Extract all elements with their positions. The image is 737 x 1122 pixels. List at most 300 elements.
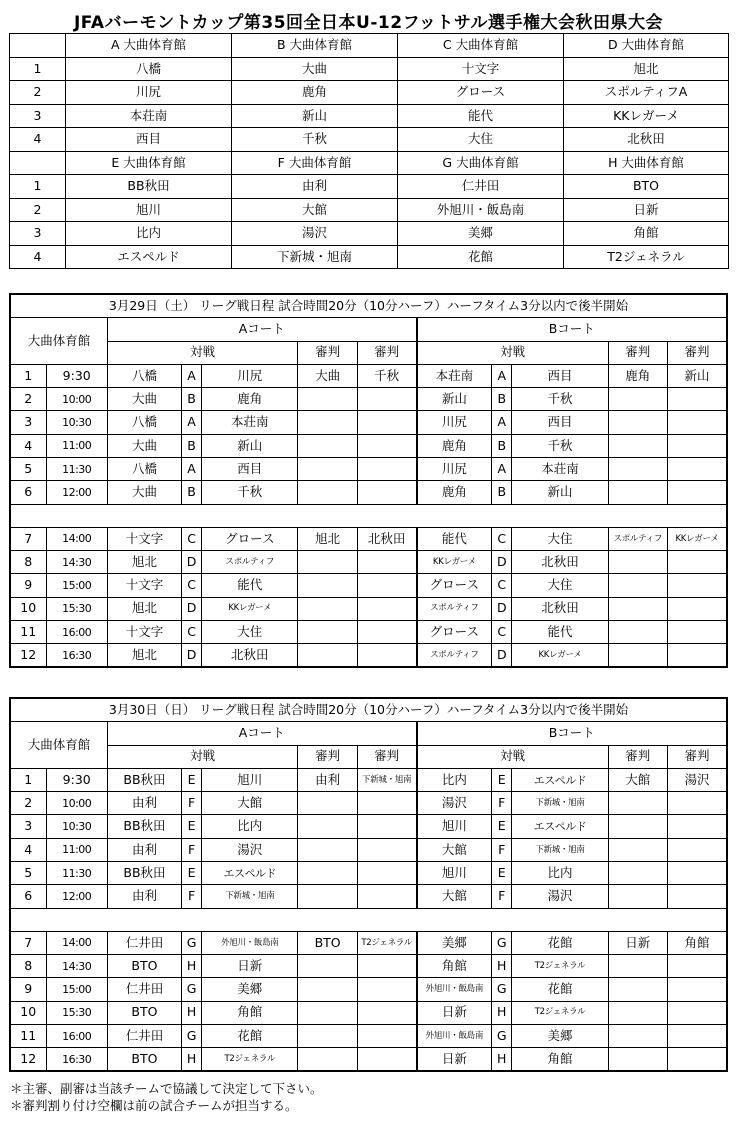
a-referee2-header: 審判 <box>357 341 416 364</box>
group-team-cell: グロース <box>398 81 564 105</box>
a-referee1-header: 審判 <box>298 745 357 768</box>
match-number: 1 <box>10 768 46 791</box>
a-group: A <box>182 458 202 481</box>
a-group: D <box>182 644 202 668</box>
b-referee-1 <box>608 644 667 668</box>
b-referee-1 <box>608 388 667 411</box>
a-referee-2 <box>357 815 416 838</box>
group-slot-number: 1 <box>10 57 66 81</box>
b-home-team: 本荘南 <box>417 364 492 387</box>
b-away-team: 大住 <box>512 527 608 550</box>
group-team-cell: 能代 <box>398 104 564 128</box>
a-home-team: 大曲 <box>107 434 181 457</box>
group-header-cell: D 大曲体育館 <box>564 34 729 58</box>
b-group: G <box>492 1024 512 1047</box>
group-slot-number: 4 <box>10 245 66 269</box>
b-home-team: 日新 <box>417 1001 492 1024</box>
b-away-team: 湯沢 <box>512 885 608 908</box>
a-referee-1 <box>298 411 357 434</box>
a-away-team: 北秋田 <box>202 644 298 668</box>
b-group: C <box>492 527 512 550</box>
b-group: G <box>492 931 512 954</box>
b-match-header: 対戦 <box>417 341 609 364</box>
b-referee-1 <box>608 885 667 908</box>
a-group: E <box>182 768 202 791</box>
match-row <box>10 388 727 411</box>
match-number: 12 <box>10 1048 46 1072</box>
b-referee-2 <box>667 388 727 411</box>
a-referee-2 <box>357 434 416 457</box>
kickoff-time: 10:00 <box>46 792 107 815</box>
b-referee-1 <box>608 620 667 643</box>
b-away-team: 花館 <box>512 978 608 1001</box>
group-header-cell: H 大曲体育館 <box>564 151 729 175</box>
a-referee-1 <box>298 885 357 908</box>
match-number: 7 <box>10 527 46 550</box>
group-row <box>10 222 729 246</box>
b-group: H <box>492 954 512 977</box>
a-away-team: 比内 <box>202 815 298 838</box>
b-referee-1 <box>608 1048 667 1072</box>
a-referee-2 <box>357 644 416 668</box>
group-team-cell: 由利 <box>232 175 398 199</box>
group-team-cell: 大館 <box>232 198 398 222</box>
b-home-team: 旭川 <box>417 862 492 885</box>
group-corner-cell <box>10 34 66 58</box>
kickoff-time: 14:30 <box>46 550 107 573</box>
a-group: G <box>182 978 202 1001</box>
group-slot-number: 2 <box>10 198 66 222</box>
a-home-team: 旭北 <box>107 644 181 668</box>
b-home-team: グロース <box>417 574 492 597</box>
b-home-team: スポルティフ <box>417 644 492 668</box>
a-group: H <box>182 1001 202 1024</box>
group-slot-number: 3 <box>10 104 66 128</box>
group-team-cell: 旭川 <box>66 198 232 222</box>
b-referee-1 <box>608 838 667 861</box>
kickoff-time: 11:30 <box>46 862 107 885</box>
match-number: 3 <box>10 411 46 434</box>
b-away-team: エスペルド <box>512 815 608 838</box>
a-away-team: 下新城・旭南 <box>202 885 298 908</box>
b-home-team: 能代 <box>417 527 492 550</box>
match-number: 5 <box>10 458 46 481</box>
b-away-team: 美郷 <box>512 1024 608 1047</box>
a-referee-1 <box>298 597 357 620</box>
a-away-team: T2ジェネラル <box>202 1048 298 1072</box>
group-row <box>10 198 729 222</box>
b-away-team: 北秋田 <box>512 550 608 573</box>
match-number: 8 <box>10 954 46 977</box>
b-group: B <box>492 481 512 504</box>
b-away-team: KKレガーメ <box>512 644 608 668</box>
b-referee-1 <box>608 597 667 620</box>
kickoff-time: 15:00 <box>46 574 107 597</box>
court-header-row <box>10 318 727 341</box>
a-group: E <box>182 815 202 838</box>
a-home-team: 大曲 <box>107 481 181 504</box>
a-away-team: 本荘南 <box>202 411 298 434</box>
b-away-team: 角館 <box>512 1048 608 1072</box>
group-team-cell: 新山 <box>232 104 398 128</box>
a-referee-1 <box>298 434 357 457</box>
a-referee-2: T2ジェネラル <box>357 931 416 954</box>
match-row <box>10 597 727 620</box>
a-home-team: BTO <box>107 954 181 977</box>
match-row <box>10 1024 727 1047</box>
b-away-team: 北秋田 <box>512 597 608 620</box>
a-home-team: 十文字 <box>107 527 181 550</box>
kickoff-time: 14:00 <box>46 931 107 954</box>
match-row <box>10 1001 727 1024</box>
b-group: A <box>492 458 512 481</box>
b-referee-1 <box>608 481 667 504</box>
b-away-team: 千秋 <box>512 434 608 457</box>
a-group: C <box>182 620 202 643</box>
group-team-cell: 十文字 <box>398 57 564 81</box>
b-referee-2 <box>667 862 727 885</box>
match-number: 5 <box>10 862 46 885</box>
b-home-team: 日新 <box>417 1048 492 1072</box>
kickoff-time: 9:30 <box>46 364 107 387</box>
b-referee2-header: 審判 <box>667 745 727 768</box>
a-away-team: 花館 <box>202 1024 298 1047</box>
match-number: 12 <box>10 644 46 668</box>
a-referee-2 <box>357 862 416 885</box>
a-referee-1 <box>298 620 357 643</box>
group-row <box>10 104 729 128</box>
kickoff-time: 12:00 <box>46 885 107 908</box>
group-team-cell: 鹿角 <box>232 81 398 105</box>
match-number: 10 <box>10 597 46 620</box>
b-referee-1 <box>608 550 667 573</box>
b-court-header: Bコート <box>417 722 727 745</box>
notes <box>10 1080 323 1114</box>
group-header-cell: A 大曲体育館 <box>66 34 232 58</box>
group-team-cell: 旭北 <box>564 57 729 81</box>
a-referee-2 <box>357 550 416 573</box>
group-header-cell: B 大曲体育館 <box>232 34 398 58</box>
a-group: A <box>182 411 202 434</box>
b-away-team: エスペルド <box>512 768 608 791</box>
match-number: 11 <box>10 620 46 643</box>
match-row <box>10 434 727 457</box>
page-title: JFAバーモントカップ第35回全日本U-12フットサル選手権大会秋田県大会 <box>73 13 664 33</box>
a-referee-2 <box>357 978 416 1001</box>
a-referee2-header: 審判 <box>357 745 416 768</box>
b-home-team: 大館 <box>417 885 492 908</box>
b-referee-2 <box>667 1048 727 1072</box>
b-home-team: 新山 <box>417 388 492 411</box>
match-row <box>10 885 727 908</box>
a-group: F <box>182 885 202 908</box>
lunch-break-row <box>10 908 727 931</box>
a-referee-2 <box>357 411 416 434</box>
a-group: B <box>182 434 202 457</box>
b-home-team: 大館 <box>417 838 492 861</box>
a-match-header: 対戦 <box>107 341 298 364</box>
kickoff-time: 15:30 <box>46 597 107 620</box>
match-row <box>10 458 727 481</box>
b-group: B <box>492 434 512 457</box>
a-home-team: 由利 <box>107 792 181 815</box>
group-row <box>10 81 729 105</box>
match-number: 10 <box>10 1001 46 1024</box>
b-away-team: T2ジェネラル <box>512 954 608 977</box>
b-home-team: KKレガーメ <box>417 550 492 573</box>
a-referee-1 <box>298 458 357 481</box>
a-court-header: Aコート <box>107 722 416 745</box>
b-home-team: 川尻 <box>417 411 492 434</box>
match-number: 2 <box>10 388 46 411</box>
kickoff-time: 16:30 <box>46 644 107 668</box>
a-away-team: 大館 <box>202 792 298 815</box>
a-group: G <box>182 1024 202 1047</box>
schedule-banner: 3月29日（土） リーグ戦日程 試合時間20分（10分ハーフ）ハーフタイム3分以内で後半開始 <box>10 294 727 318</box>
group-team-cell: 八橋 <box>66 57 232 81</box>
b-referee-2 <box>667 597 727 620</box>
a-away-team: グロース <box>202 527 298 550</box>
b-referee-2 <box>667 954 727 977</box>
a-group: A <box>182 364 202 387</box>
b-group: A <box>492 364 512 387</box>
a-home-team: 仁井田 <box>107 931 181 954</box>
b-away-team: T2ジェネラル <box>512 1001 608 1024</box>
a-group: E <box>182 862 202 885</box>
match-number: 4 <box>10 838 46 861</box>
a-referee-1: BTO <box>298 931 357 954</box>
group-team-cell: スポルティフA <box>564 81 729 105</box>
venue-label: 大曲体育館 <box>10 722 107 769</box>
a-home-team: 仁井田 <box>107 1024 181 1047</box>
match-row <box>10 1048 727 1072</box>
a-home-team: 八橋 <box>107 458 181 481</box>
b-home-team: 比内 <box>417 768 492 791</box>
b-referee-2: KKレガーメ <box>667 527 727 550</box>
group-slot-number: 4 <box>10 128 66 152</box>
b-referee-2 <box>667 792 727 815</box>
group-header-row <box>10 34 729 58</box>
a-referee-1 <box>298 1024 357 1047</box>
b-home-team: 美郷 <box>417 931 492 954</box>
b-away-team: 西目 <box>512 411 608 434</box>
match-row <box>10 574 727 597</box>
a-home-team: BB秋田 <box>107 862 181 885</box>
b-group: G <box>492 978 512 1001</box>
kickoff-time: 16:00 <box>46 1024 107 1047</box>
a-group: C <box>182 527 202 550</box>
a-away-team: 日新 <box>202 954 298 977</box>
b-away-team: 大住 <box>512 574 608 597</box>
venue-label: 大曲体育館 <box>10 318 107 365</box>
a-referee-1 <box>298 550 357 573</box>
b-home-team: 外旭川・飯島南 <box>417 1024 492 1047</box>
b-referee2-header: 審判 <box>667 341 727 364</box>
b-group: E <box>492 815 512 838</box>
b-home-team: 外旭川・飯島南 <box>417 978 492 1001</box>
a-away-team: 千秋 <box>202 481 298 504</box>
note-line: ＊審判割り付け空欄は前の試合チームが担当する。 <box>10 1098 298 1113</box>
match-row <box>10 550 727 573</box>
a-referee-1 <box>298 1048 357 1072</box>
b-home-team: グロース <box>417 620 492 643</box>
match-row <box>10 815 727 838</box>
a-home-team: BB秋田 <box>107 815 181 838</box>
match-number: 9 <box>10 574 46 597</box>
b-group: D <box>492 644 512 668</box>
court-header-row <box>10 722 727 745</box>
group-team-cell: 北秋田 <box>564 128 729 152</box>
a-referee-1 <box>298 574 357 597</box>
schedule-banner-row <box>10 698 727 722</box>
b-referee-2 <box>667 458 727 481</box>
a-group: B <box>182 481 202 504</box>
match-row <box>10 364 727 387</box>
a-referee-2 <box>357 458 416 481</box>
b-court-header: Bコート <box>417 318 727 341</box>
a-referee-2: 北秋田 <box>357 527 416 550</box>
group-table <box>9 33 729 269</box>
a-home-team: 八橋 <box>107 411 181 434</box>
b-home-team: 鹿角 <box>417 434 492 457</box>
b-away-team: 西目 <box>512 364 608 387</box>
group-row <box>10 128 729 152</box>
group-slot-number: 2 <box>10 81 66 105</box>
match-row <box>10 838 727 861</box>
b-away-team: 能代 <box>512 620 608 643</box>
b-referee-2 <box>667 550 727 573</box>
b-referee-1: 鹿角 <box>608 364 667 387</box>
group-slot-number: 3 <box>10 222 66 246</box>
match-row <box>10 862 727 885</box>
a-referee-1 <box>298 1001 357 1024</box>
b-referee-2 <box>667 644 727 668</box>
kickoff-time: 10:30 <box>46 815 107 838</box>
a-referee-1: 大曲 <box>298 364 357 387</box>
b-group: F <box>492 792 512 815</box>
break-spacer <box>10 908 727 931</box>
day1-schedule-table <box>9 293 728 668</box>
match-number: 11 <box>10 1024 46 1047</box>
group-team-cell: 本荘南 <box>66 104 232 128</box>
schedule-banner-row <box>10 294 727 318</box>
b-group: C <box>492 574 512 597</box>
lunch-break-row <box>10 504 727 527</box>
b-referee-1 <box>608 862 667 885</box>
b-referee-2 <box>667 481 727 504</box>
a-group: H <box>182 1048 202 1072</box>
match-number: 4 <box>10 434 46 457</box>
group-team-cell: 湯沢 <box>232 222 398 246</box>
a-away-team: 能代 <box>202 574 298 597</box>
b-group: D <box>492 597 512 620</box>
column-header-row <box>10 745 727 768</box>
kickoff-time: 9:30 <box>46 768 107 791</box>
kickoff-time: 10:30 <box>46 411 107 434</box>
b-group: A <box>492 411 512 434</box>
group-row <box>10 57 729 81</box>
b-referee-1 <box>608 978 667 1001</box>
b-referee1-header: 審判 <box>608 341 667 364</box>
group-team-cell: T2ジェネラル <box>564 245 729 269</box>
a-home-team: 旭北 <box>107 597 181 620</box>
match-row <box>10 978 727 1001</box>
group-team-cell: 角館 <box>564 222 729 246</box>
a-referee-2 <box>357 792 416 815</box>
group-team-cell: 大曲 <box>232 57 398 81</box>
match-row <box>10 411 727 434</box>
group-team-cell: 花館 <box>398 245 564 269</box>
column-header-row <box>10 341 727 364</box>
group-row <box>10 245 729 269</box>
kickoff-time: 14:30 <box>46 954 107 977</box>
match-number: 8 <box>10 550 46 573</box>
a-home-team: 由利 <box>107 838 181 861</box>
match-row <box>10 481 727 504</box>
a-referee-2 <box>357 838 416 861</box>
kickoff-time: 14:00 <box>46 527 107 550</box>
b-referee-1 <box>608 954 667 977</box>
break-spacer <box>10 504 727 527</box>
a-referee-1 <box>298 792 357 815</box>
a-match-header: 対戦 <box>107 745 298 768</box>
a-referee-2 <box>357 885 416 908</box>
match-number: 6 <box>10 885 46 908</box>
a-away-team: 外旭川・飯島南 <box>202 931 298 954</box>
group-header-row <box>10 151 729 175</box>
b-referee-1: スポルティフ <box>608 527 667 550</box>
match-row <box>10 954 727 977</box>
b-group: C <box>492 620 512 643</box>
a-referee-2 <box>357 1024 416 1047</box>
match-row <box>10 768 727 791</box>
b-group: H <box>492 1001 512 1024</box>
day2-schedule-table <box>9 697 728 1072</box>
a-referee-1 <box>298 815 357 838</box>
b-group: F <box>492 838 512 861</box>
match-number: 7 <box>10 931 46 954</box>
a-referee-2 <box>357 954 416 977</box>
a-home-team: 仁井田 <box>107 978 181 1001</box>
match-number: 9 <box>10 978 46 1001</box>
b-away-team: 千秋 <box>512 388 608 411</box>
group-team-cell: BTO <box>564 175 729 199</box>
b-referee-1: 日新 <box>608 931 667 954</box>
b-group: F <box>492 885 512 908</box>
a-referee-1 <box>298 838 357 861</box>
b-group: D <box>492 550 512 573</box>
a-away-team: 角館 <box>202 1001 298 1024</box>
note-line: ＊主審、副審は当該チームで協議して決定して下さい。 <box>10 1081 323 1096</box>
a-away-team: 旭川 <box>202 768 298 791</box>
a-away-team: 鹿角 <box>202 388 298 411</box>
a-referee-1: 由利 <box>298 768 357 791</box>
kickoff-time: 12:00 <box>46 481 107 504</box>
group-team-cell: 仁井田 <box>398 175 564 199</box>
a-referee-2: 下新城・旭南 <box>357 768 416 791</box>
b-referee-1 <box>608 815 667 838</box>
a-home-team: 八橋 <box>107 364 181 387</box>
b-group: H <box>492 1048 512 1072</box>
b-referee-2 <box>667 434 727 457</box>
b-referee-2 <box>667 574 727 597</box>
b-home-team: 旭川 <box>417 815 492 838</box>
a-court-header: Aコート <box>107 318 416 341</box>
a-referee-1 <box>298 481 357 504</box>
b-referee-2 <box>667 815 727 838</box>
b-referee-1 <box>608 574 667 597</box>
b-referee-1 <box>608 792 667 815</box>
